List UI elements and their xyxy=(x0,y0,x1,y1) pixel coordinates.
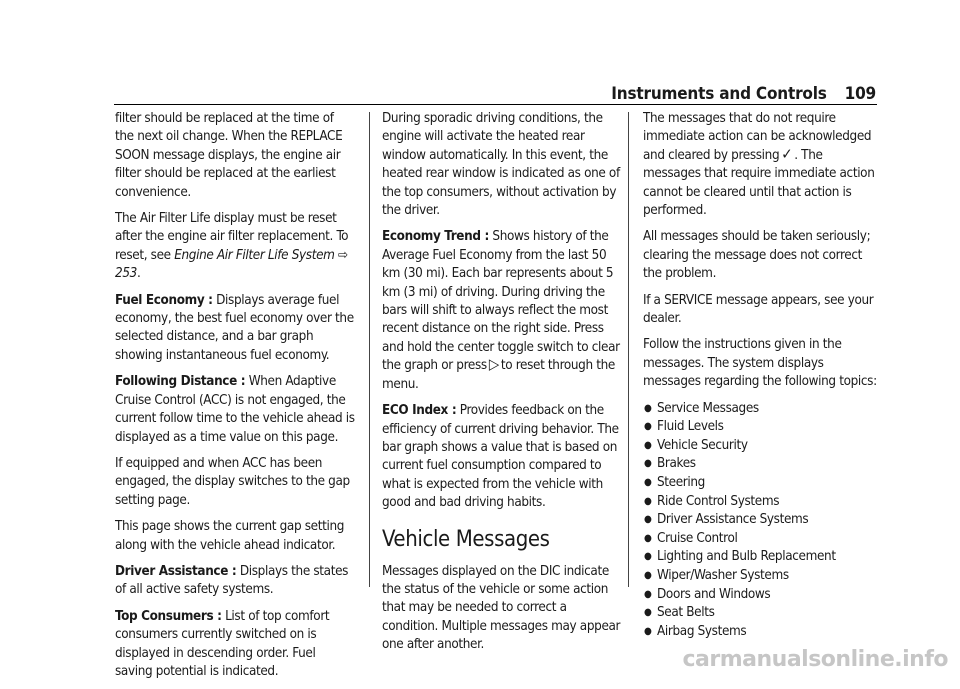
bullet-icon: ● xyxy=(644,551,652,563)
list-item: ● Service Messages xyxy=(643,400,883,419)
paragraph: During sporadic driving conditions, the engine will activate the heated rear window automatically. In this event, the heated rear window is indicated as one of the top consumers, without activation by the driver. xyxy=(382,111,620,219)
text: The messages that do not require immediate action can be acknowledged and cleared by pressing xyxy=(643,111,872,163)
term: Following Distance : xyxy=(115,374,246,390)
definition-driver-assistance xyxy=(115,563,355,600)
list-item: ● Driver Assistance Systems xyxy=(643,511,883,530)
list-item: ● Doors and Windows xyxy=(643,586,883,605)
column-divider-1 xyxy=(369,112,370,587)
list-item: ● Steering xyxy=(643,474,883,493)
column-3 xyxy=(643,110,883,641)
section-heading: Vehicle Messages xyxy=(382,526,550,552)
watermark-text: carmanualsonline.info xyxy=(682,647,948,672)
cross-reference-link[interactable]: Engine Air Filter Life System xyxy=(174,247,335,263)
bullet-icon: ● xyxy=(644,625,652,637)
paragraph: If a SERVICE message appears, see your dealer. xyxy=(643,292,874,327)
definition: Displays the states of all active safety systems. xyxy=(115,563,349,598)
definition: Displays average fuel economy, the best fuel economy over the selected distance, and a bar graph showing instantaneous fuel economy. xyxy=(115,292,354,363)
list-item: ● Ride Control Systems xyxy=(643,493,883,512)
definition-top-consumers xyxy=(115,608,355,682)
column-divider-2 xyxy=(628,112,629,587)
bullet-icon: ● xyxy=(644,570,652,582)
definition-economy-trend: Economy Trend : Shows history of the Average Fuel Economy from the last 50 km (30 mi). Each bar represents about 5 km (3 mi) of driving. During driving the bars will shift to always reflect the most recent distance on the right side. Press and hold the center toggle switch to clear the graph or press ▷ to reset through the menu. xyxy=(382,229,620,392)
text: . The messages that require immediate action cannot be cleared until that action is performed. xyxy=(643,147,875,219)
definition: Provides feedback on the efficiency of current driving behavior. The bar graph shows a value that is based on current fuel consumption compared to what is expected from the vehicle with good and bad driving habits. xyxy=(382,403,619,511)
definition: List of top comfort consumers currently switched on is displayed in descending order. Fuel saving potential is indicated. xyxy=(115,608,330,679)
bullet-icon: ● xyxy=(644,402,652,414)
term: ECO Index : xyxy=(382,403,457,419)
term: Economy Trend : xyxy=(382,229,489,245)
bullet-icon: ● xyxy=(644,439,652,451)
list-item: ● Fluid Levels xyxy=(643,418,883,437)
paragraph: Follow the instructions given in the messages. The system displays messages regarding the following topics: xyxy=(643,337,877,390)
paragraph: All messages should be taken seriously; clearing the message does not correct the problem. xyxy=(643,229,871,282)
list-item: ● Wiper/Washer Systems xyxy=(643,567,883,586)
bullet-icon: ● xyxy=(644,477,652,489)
definition: to reset through the menu. xyxy=(382,358,615,392)
paragraph-reset xyxy=(115,210,355,284)
topics-list xyxy=(643,400,883,642)
bullet-icon: ● xyxy=(644,532,652,544)
term: Fuel Economy : xyxy=(115,292,213,308)
paragraph: Messages displayed on the DIC indicate the status of the vehicle or some action that may be needed to correct a condition. Multiple messages may appear one after another. xyxy=(382,563,621,653)
definition-fuel-economy xyxy=(115,292,355,366)
text: The Air Filter Life display must be reset after the engine air filter replacement. To reset, see xyxy=(115,211,349,263)
paragraph: If equipped and when ACC has been engaged, the display switches to the gap setting page. xyxy=(115,455,350,508)
term: Top Consumers : xyxy=(115,608,222,624)
list-item: ● Seat Belts xyxy=(643,604,883,623)
list-item: ● Lighting and Bulb Replacement xyxy=(643,548,883,567)
list-item: ● Vehicle Security xyxy=(643,437,883,456)
page-number: 109 xyxy=(844,84,876,104)
definition-eco-index xyxy=(382,402,622,512)
arrow-icon: ⇨ xyxy=(338,247,348,263)
definition: When Adaptive Cruise Control (ACC) is not engaged, the current follow time to the vehicle ahead is displayed as a time value on this page. xyxy=(115,374,355,445)
paragraph-acknowledge: The messages that do not require immediate action can be acknowledged and cleared by pressing ✓ . The messages that require immediate action cannot be cleared until that action is performed. xyxy=(643,111,875,219)
header-rule xyxy=(114,104,877,105)
list-item: ● Brakes xyxy=(643,455,883,474)
bullet-icon: ● xyxy=(644,588,652,600)
text: . xyxy=(136,266,141,282)
term: Driver Assistance : xyxy=(115,563,237,579)
bullet-icon: ● xyxy=(644,495,652,507)
bullet-icon: ● xyxy=(644,421,652,433)
list-item: ● Cruise Control xyxy=(643,530,883,549)
list-item: ● Airbag Systems xyxy=(643,623,883,642)
bullet-icon: ● xyxy=(644,514,652,526)
running-header xyxy=(560,84,876,104)
section-title: Instruments and Controls xyxy=(611,84,827,104)
column-2 xyxy=(382,110,622,663)
bullet-icon: ● xyxy=(644,607,652,619)
bullet-icon: ● xyxy=(644,458,652,470)
definition-following-distance xyxy=(115,373,355,447)
definition: Shows history of the Average Fuel Economy from the last 50 km (30 mi). Each bar represents about 5 km (3 mi) of driving. During driving the bars will shift to always reflect the most recent distance on the right side. Press and hold the center toggle switch to clear the graph or press xyxy=(382,229,620,374)
column-1 xyxy=(115,110,355,689)
page-reference[interactable]: 253 xyxy=(115,266,137,282)
paragraph: This page shows the current gap setting along with the vehicle ahead indicator. xyxy=(115,519,345,553)
paragraph: filter should be replaced at the time of the next oil change. When the REPLACE SOON message displays, the engine air filter should be replaced at the earliest convenience. xyxy=(115,111,343,200)
